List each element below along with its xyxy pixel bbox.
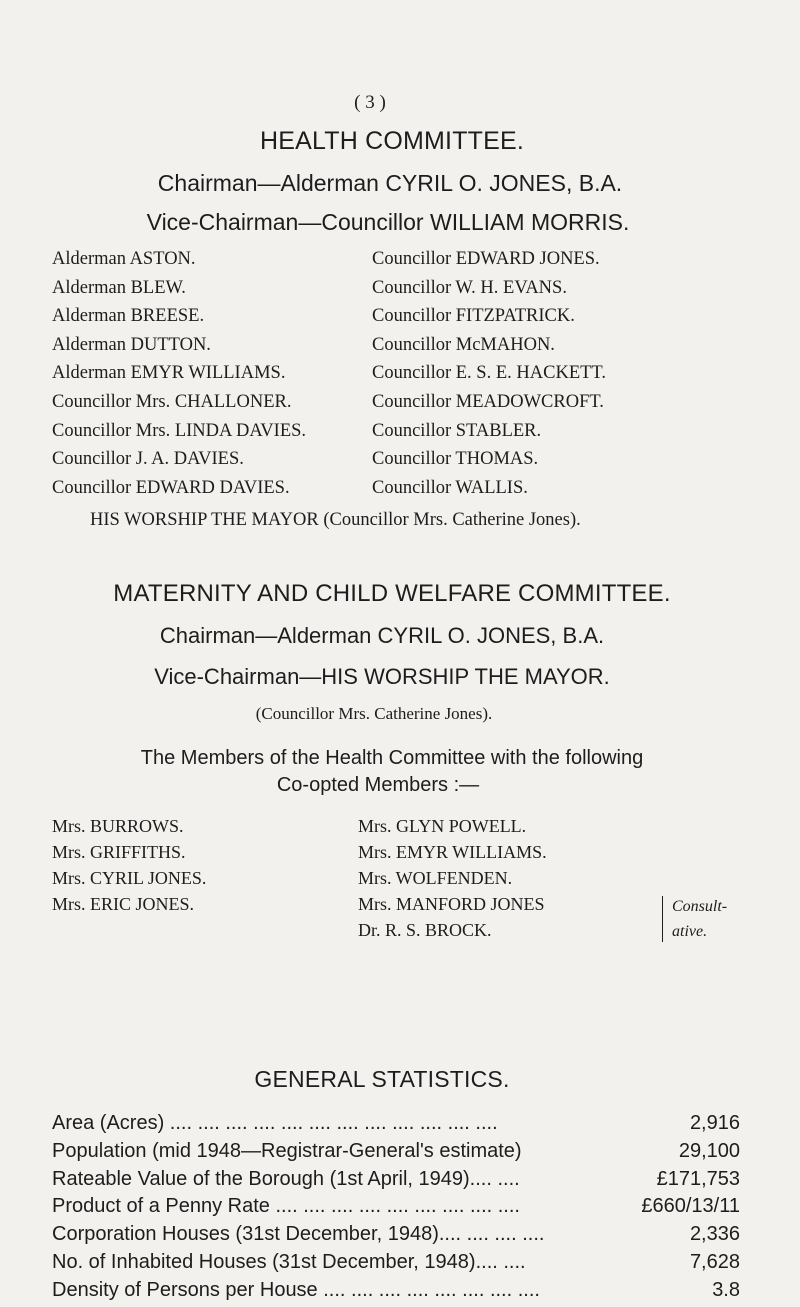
general-statistics-title: GENERAL STATISTICS. — [254, 1066, 510, 1092]
co-opted-members-left — [52, 816, 206, 920]
stat-value: £171,753 — [656, 1167, 740, 1190]
stat-label: Product of a Penny Rate .... .... .... .... .... .... .... .... .... — [52, 1195, 520, 1218]
consultative-line1: Consult- — [672, 898, 728, 915]
maternity-committee-title: MATERNITY AND CHILD WELFARE COMMITTEE. — [113, 580, 671, 607]
member: Councillor Mrs. CHALLONER. — [52, 391, 292, 412]
stat-value: 7,628 — [689, 1250, 740, 1273]
member: Dr. R. S. BROCK. — [358, 920, 492, 940]
consultative-note — [672, 894, 727, 944]
health-vice-chairman: Vice-Chairman—Councillor WILLIAM MORRIS. — [146, 209, 630, 235]
stat-row — [52, 1251, 740, 1279]
stat-label: Corporation Houses (31st December, 1948).... .... .... .... — [52, 1223, 545, 1246]
member: Councillor MEADOWCROFT. — [372, 391, 604, 412]
member: Mrs. GLYN POWELL. — [358, 816, 527, 836]
stat-value: £660/13/11 — [641, 1195, 740, 1218]
member: Councillor Mrs. LINDA DAVIES. — [52, 420, 307, 441]
stat-label: Density of Persons per House .... .... .... .... .... .... .... .... — [52, 1278, 540, 1301]
member: Councillor W. H. EVANS. — [372, 277, 567, 298]
maternity-vice-chairman: Vice-Chairman—HIS WORSHIP THE MAYOR. — [154, 664, 610, 689]
stat-row — [52, 1168, 740, 1196]
member: Mrs. WOLFENDEN. — [358, 868, 513, 888]
stat-row — [52, 1195, 740, 1223]
member: Councillor McMAHON. — [372, 334, 555, 355]
health-committee-title: HEALTH COMMITTEE. — [259, 127, 525, 155]
maternity-chairman: Chairman—Alderman CYRIL O. JONES, B.A. — [159, 623, 605, 648]
stat-label: No. of Inhabited Houses (31st December, 1948).... .... — [52, 1250, 526, 1273]
consultative-line2: ative. — [672, 923, 708, 940]
statistics-table — [52, 1112, 740, 1307]
member: Mrs. CYRIL JONES. — [52, 868, 207, 888]
stat-row — [52, 1223, 740, 1251]
member: Councillor FITZPATRICK. — [372, 306, 575, 327]
member: Mrs. MANFORD JONES — [358, 894, 545, 914]
stat-value: 3.8 — [712, 1278, 740, 1301]
stat-label: Population (mid 1948—Registrar-General's estimate) — [52, 1139, 522, 1162]
stat-value: 29,100 — [678, 1139, 740, 1162]
member: Alderman DUTTON. — [52, 334, 211, 355]
member: Councillor E. S. E. HACKETT. — [372, 363, 606, 384]
stat-row — [52, 1112, 740, 1140]
member: Mrs. ERIC JONES. — [52, 894, 195, 914]
member: Mrs. GRIFFITHS. — [52, 842, 186, 862]
stat-label: Area (Acres) .... .... .... .... .... .... .... .... .... .... .... .... — [52, 1112, 498, 1134]
member: Alderman BLEW. — [52, 277, 186, 298]
member: Councillor THOMAS. — [372, 449, 539, 470]
member: Councillor WALLIS. — [372, 477, 528, 498]
health-members-right — [372, 249, 606, 506]
member: Alderman ASTON. — [52, 249, 196, 269]
stat-value: 2,916 — [689, 1112, 740, 1134]
consultative-brace — [662, 896, 667, 942]
health-members-left — [52, 249, 306, 506]
co-opted-intro-line2: Co-opted Members :— — [276, 774, 480, 796]
health-chairman: Chairman—Alderman CYRIL O. JONES, B.A. — [157, 170, 623, 196]
member: Councillor EDWARD JONES. — [372, 249, 600, 269]
member: Mrs. EMYR WILLIAMS. — [358, 842, 547, 862]
maternity-mayor-note: (Councillor Mrs. Catherine Jones). — [255, 704, 493, 723]
co-opted-members-right — [358, 816, 547, 946]
stat-value: 2,336 — [689, 1223, 740, 1246]
member: Councillor J. A. DAVIES. — [52, 449, 244, 470]
health-mayor-line: HIS WORSHIP THE MAYOR (Councillor Mrs. Catherine Jones). — [90, 510, 581, 530]
member: Mrs. BURROWS. — [52, 816, 184, 836]
stat-row — [52, 1140, 740, 1168]
stat-label: Rateable Value of the Borough (1st April, 1949).... .... — [52, 1167, 520, 1190]
member: Alderman BREESE. — [52, 306, 205, 327]
co-opted-intro-line1: The Members of the Health Committee with the following — [140, 747, 644, 769]
page-number: ( 3 ) — [354, 92, 386, 113]
member: Councillor STABLER. — [372, 420, 542, 441]
member: Councillor EDWARD DAVIES. — [52, 477, 290, 498]
member: Alderman EMYR WILLIAMS. — [52, 363, 286, 384]
stat-row — [52, 1279, 740, 1307]
